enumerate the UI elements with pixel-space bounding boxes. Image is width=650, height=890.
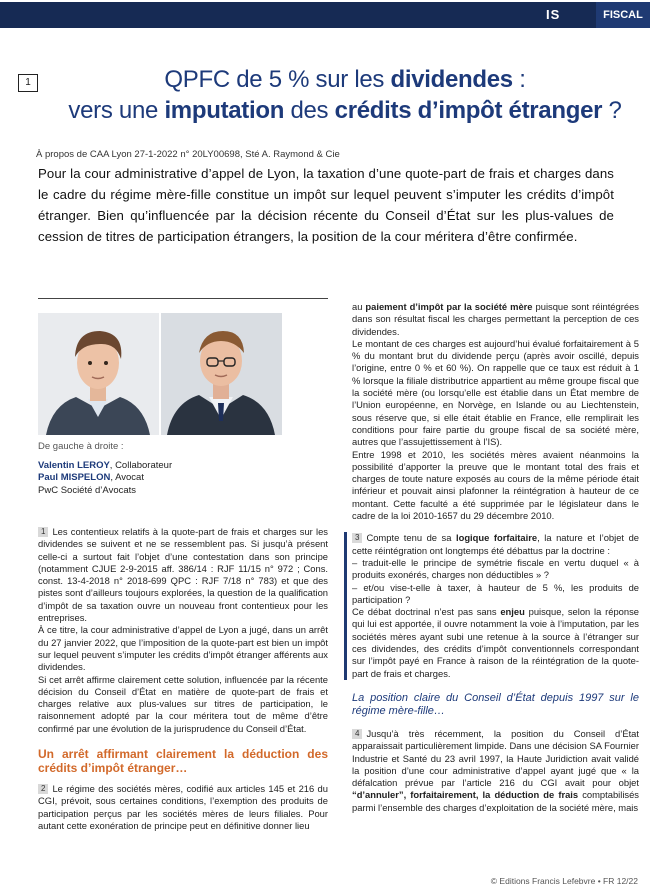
article-reference: À propos de CAA Lyon 27-1-2022 n° 20LY00698, Sté A. Raymond & Cie <box>36 149 340 160</box>
list-item-1: – traduit-elle le principe de symétrie fiscale en vertu duquel « à produits exonérés, charges non déductibles » ? <box>352 556 639 581</box>
section-heading-1: Un arrêt affirmant clairement la déduction des crédits d’impôt étranger… <box>38 747 328 776</box>
article-lead: Pour la cour administrative d’appel de Lyon, la taxation d’une quote-part de frais et charges dans le cadre du régime mère-fille constitue un impôt sur lequel peuvent s’imputer les crédits d’impôt étranger. Bien qu’influencée par la décision récente du Conseil d’État sur les plus-values de cession de titres de participation étrangers, la position de la cour méritera d’être confirmée. <box>38 166 614 244</box>
author-photo-mispelon <box>161 313 282 435</box>
article-title: QPFC de 5 % sur les dividendes : vers une imputation des crédits d’impôt étranger ? <box>68 66 622 124</box>
section-heading-2: La position claire du Conseil d’État depuis 1997 sur le régime mère-fille… <box>352 691 639 717</box>
column-left <box>38 526 328 832</box>
paragraph-2: 2 Le régime des sociétés mères, codifié aux articles 145 et 216 du CGI, prévoit, sous certaines conditions, l’exemption des produits de participation perçus par les sociétés mères de leurs filiales. Pour autant cette exonération de principe peut en définitive donner lieu <box>38 783 328 831</box>
paragraph-1: 1 Les contentieux relatifs à la quote-part de frais et charges sur les dividendes se suivent et ne se ressemblent pas. Si jusqu’à présent celle-ci a surtout fait l’objet d’une contestation dans son principe (notamment CJUE 2-9-2015 aff. 386/14 : RJF 11/15 n° 972 ; Cons. const. 13-4-2018 n° 2018-699 QPC : RJF 7/18 n° 783) et que des pistes sont d’ailleurs toujours explorées, la question de la qualification d’impôt de sa taxation ouvre un nouveau front contentieux pour les entreprises. <box>38 526 328 624</box>
paragraph-number: 3 <box>352 533 362 543</box>
author-photos <box>38 313 282 435</box>
column-right <box>352 301 639 814</box>
caption-title: De gauche à droite : <box>38 441 124 452</box>
paragraph-2-cont: au paiement d’impôt par la société mère puisque sont réintégrées dans son résultat fiscal les charges permettant la perception de ces dividendes. <box>352 301 639 337</box>
paragraph-4: 4 Jusqu’à très récemment, la position du Conseil d’État apparaissait particulièrement limpide. Dans une décision SA Fournier Industrie et Santé du 23 avril 1997, la Haute Juridiction avait validé la position d’une cour administrative d’appel ayant jugé que « la défalcation prévue par l’article 216 du CGI avait pour objet “d’annuler”, forfaitairement, la déduction de frais comptabilisés parmi l’ensemble des charges d’exploitation de la société mère, mais <box>352 727 639 813</box>
article-number: 1 <box>18 74 38 92</box>
paragraph-1b: À ce titre, la cour administrative d’appel de Lyon a jugé, dans un arrêt du 27 janvier 2022, que l’imposition de la quote-part est bien un impôt sur lequel peuvent s’imputer les crédits d’impôt étranger afférents aux dividendes. <box>38 624 328 673</box>
paragraph-number: 2 <box>38 784 48 794</box>
divider <box>38 298 328 299</box>
author-2: Paul MISPELON, Avocat <box>38 472 144 483</box>
paragraph-3: 3 Compte tenu de sa logique forfaitaire, la nature et l’objet de cette réintégration ont longtemps été débattus par la doctrine : <box>352 532 639 556</box>
author-1: Valentin LEROY, Collaborateur <box>38 459 173 471</box>
paragraph-3b: Ce débat doctrinal n’est pas sans enjeu puisque, selon la réponse qui lui est apportée, il ouvre notamment la voie à l’imputation, par les sociétés mères ayant subi une retenue à la source à l’étranger sur ces dividendes, des crédits d’impôt conventionnels correspondant sur l’impôt payé en France à raison de la réintégration de la quote-part de frais et charges. <box>352 606 640 679</box>
top-bar <box>0 0 650 30</box>
author-photo-leroy <box>38 313 159 435</box>
paragraph-number: 4 <box>352 729 362 739</box>
footer-copyright: © Editions Francis Lefebvre • FR 12/22 <box>490 876 638 886</box>
paragraph-2b: Le montant de ces charges est aujourd’hui évalué forfaitairement à 5 % du montant brut du dividende perçu (après avoir oscillé, depuis l’origine, entre 0 % et 60 %). On rappelle que ce taux est réduit à 1 % lorsque la filiale distributrice appartient au même groupe fiscal que la société mère (ou lorsqu’elle est établie dans un État membre de l’Union européenne, en Norvège, en Islande ou au Liechtenstein, sous réserve que, si elle était établie en France, elle remplirait les conditions pour faire partie du groupe fiscal de sa société mère, autres que l’assujettissement à l’IS). <box>352 337 639 448</box>
section-label: IS <box>546 7 561 22</box>
firm: PwC Société d’Avocats <box>38 484 137 496</box>
paragraph-number: 1 <box>38 527 48 537</box>
list-item-2: – et/ou vise-t-elle à taxer, à hauteur de 5 %, les produits de participation ? <box>352 581 639 605</box>
photo-caption <box>38 441 172 497</box>
paragraph-1c: Si cet arrêt affirme clairement cette solution, influencée par la récente décision du Conseil d’État en matière de quote-part de frais et charges relative aux plus-values sur titres de participation, le raisonnement adopté par la cour méritera tout de même d’être confirmé par une évolution de la jurisprudence du Conseil d’État. <box>38 673 328 734</box>
fiscal-tab[interactable]: FISCAL <box>596 2 650 28</box>
paragraph-2c: Entre 1998 et 2010, les sociétés mères avaient néanmoins la possibilité d’apporter la preuve que le montant total des frais et charges de toute nature exposés au cours de la même période était inférieur et pouvait ainsi plafonner la réintégration à hauteur de ce montant. Cette faculté a été supprimée par le législateur dans le cadre de la loi 2010-1657 du 29 décembre 2010. <box>352 448 639 522</box>
highlight-block <box>344 532 639 680</box>
